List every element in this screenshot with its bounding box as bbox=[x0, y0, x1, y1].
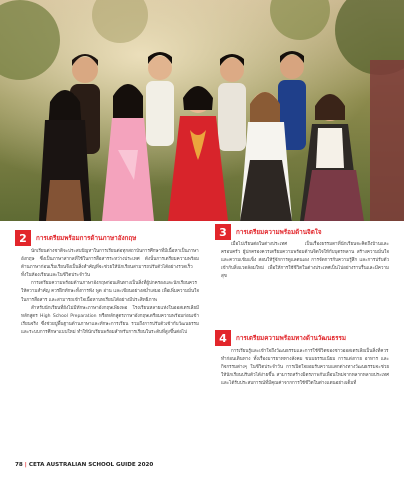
section-3-paragraph: เมื่อไปเรียนต่อในต่างประเทศ เป็นเรื่องธรรมดาที่นักเรียนจะคิดถึงบ้านและครอบครัว ผู้ปกครองควรเตรียมความพร้อมด้านจิตใจให้กับบุตรหลาน สร้างความมั่นใจและความเข้มแข็ง สอนให้รู้จักการดูแลตนเอง การจัดการกับความรู้สึก และการปรับตัวเข้ากับสิ่งแวดล้อมใหม่ เพื่อให้การใช้ชีวิตในต่างประเทศเป็นไปอย่างราบรื่นและมีความสุข bbox=[221, 242, 389, 280]
section-3-number: 3 bbox=[215, 224, 231, 240]
page-footer bbox=[15, 462, 153, 468]
section-3-body bbox=[221, 241, 389, 281]
section-4-paragraph: การเรียนรู้และเข้าใจถึงวัฒนธรรมและการใช้ชีวิตของชาวออสเตรเลียเป็นสิ่งที่ควรทำก่อนเดินทาง ทั้งเรื่องมารยาททางสังคม ขนบธรรมเนียม การแต่งกาย อาหาร และกิจกรรมต่างๆ ในชีวิตประจำวัน การเปิดใจยอมรับความแตกต่างทางวัฒนธรรมจะช่วยให้นักเรียนปรับตัวได้ง่ายขึ้น สามารถสร้างมิตรภาพกับเพื่อนใหม่จากหลากหลายประเทศ และได้รับประสบการณ์ที่มีคุณค่าจากการใช้ชีวิตในต่างแดนอย่างเต็มที่ bbox=[221, 349, 389, 387]
section-2-number: 2 bbox=[15, 230, 31, 246]
section-2-title: การเตรียมพร้อมการด้านภาษาอังกฤษ bbox=[36, 235, 137, 242]
footer-separator: | bbox=[24, 462, 27, 468]
section-3-header bbox=[215, 224, 322, 240]
section-4-header bbox=[215, 330, 346, 346]
section-4-body bbox=[221, 348, 389, 388]
section-2-paragraph: สำหรับนักเรียนที่ยังไม่มีทักษะภาษาอังกฤษเพียงพอ โรงเรียนหลายแห่งในออสเตรเลียมีหลักสูตร High School Preparation หรือหลักสูตรภาษาอังกฤษเตรียมความพร้อมก่อนเข้าเรียนจริง ซึ่งช่วยปูพื้นฐานด้านภาษาและทักษะการเรียน รวมถึงการปรับตัวเข้ากับวัฒนธรรมและระบบการศึกษาแบบใหม่ ทำให้นักเรียนพร้อมสำหรับการเรียนในระดับที่สูงขึ้นต่อไป bbox=[21, 305, 199, 335]
footer-brand: CETA AUSTRALIAN SCHOOL GUIDE 2020 bbox=[28, 462, 154, 468]
section-2-paragraph: นักเรียนต่างชาติจะประสบปัญหาในการเรียนต่อทุกสถาบันการศึกษาที่มีเนื้อหาเป็นภาษาอังกฤษ ซึ่งเป็นภาษาสากลที่ใช้ในการสื่อสารระหว่างประเทศ ดังนั้นการเตรียมความพร้อมด้านภาษาก่อนเริ่มเรียนจึงเป็นสิ่งสำคัญที่จะช่วยให้นักเรียนสามารถปรับตัวได้อย่างรวดเร็ว ทั้งในห้องเรียนและในชีวิตประจำวัน bbox=[21, 249, 199, 279]
section-4-title: การเตรียมความพร้อมทางด้านวัฒนธรรม bbox=[236, 335, 347, 342]
section-2-body bbox=[21, 248, 199, 337]
section-4-number: 4 bbox=[215, 330, 231, 346]
page-number: 78 bbox=[15, 462, 23, 468]
students-photo bbox=[0, 0, 404, 221]
section-2-paragraph: การเตรียมความพร้อมด้านภาษาอังกฤษก่อนเดินทางเป็นสิ่งที่ผู้ปกครองและนักเรียนควรให้ความสำคัญ ควรฝึกทักษะทั้งการฟัง พูด อ่าน และเขียนอย่างสม่ำเสมอ เพื่อเพิ่มความมั่นใจในการสื่อสาร และสามารถเข้าใจเนื้อหาบทเรียนได้อย่างมีประสิทธิภาพ bbox=[21, 281, 199, 303]
section-2-header bbox=[15, 230, 136, 246]
section-3-title: การเตรียมความพร้อมด้านจิตใจ bbox=[236, 229, 322, 236]
